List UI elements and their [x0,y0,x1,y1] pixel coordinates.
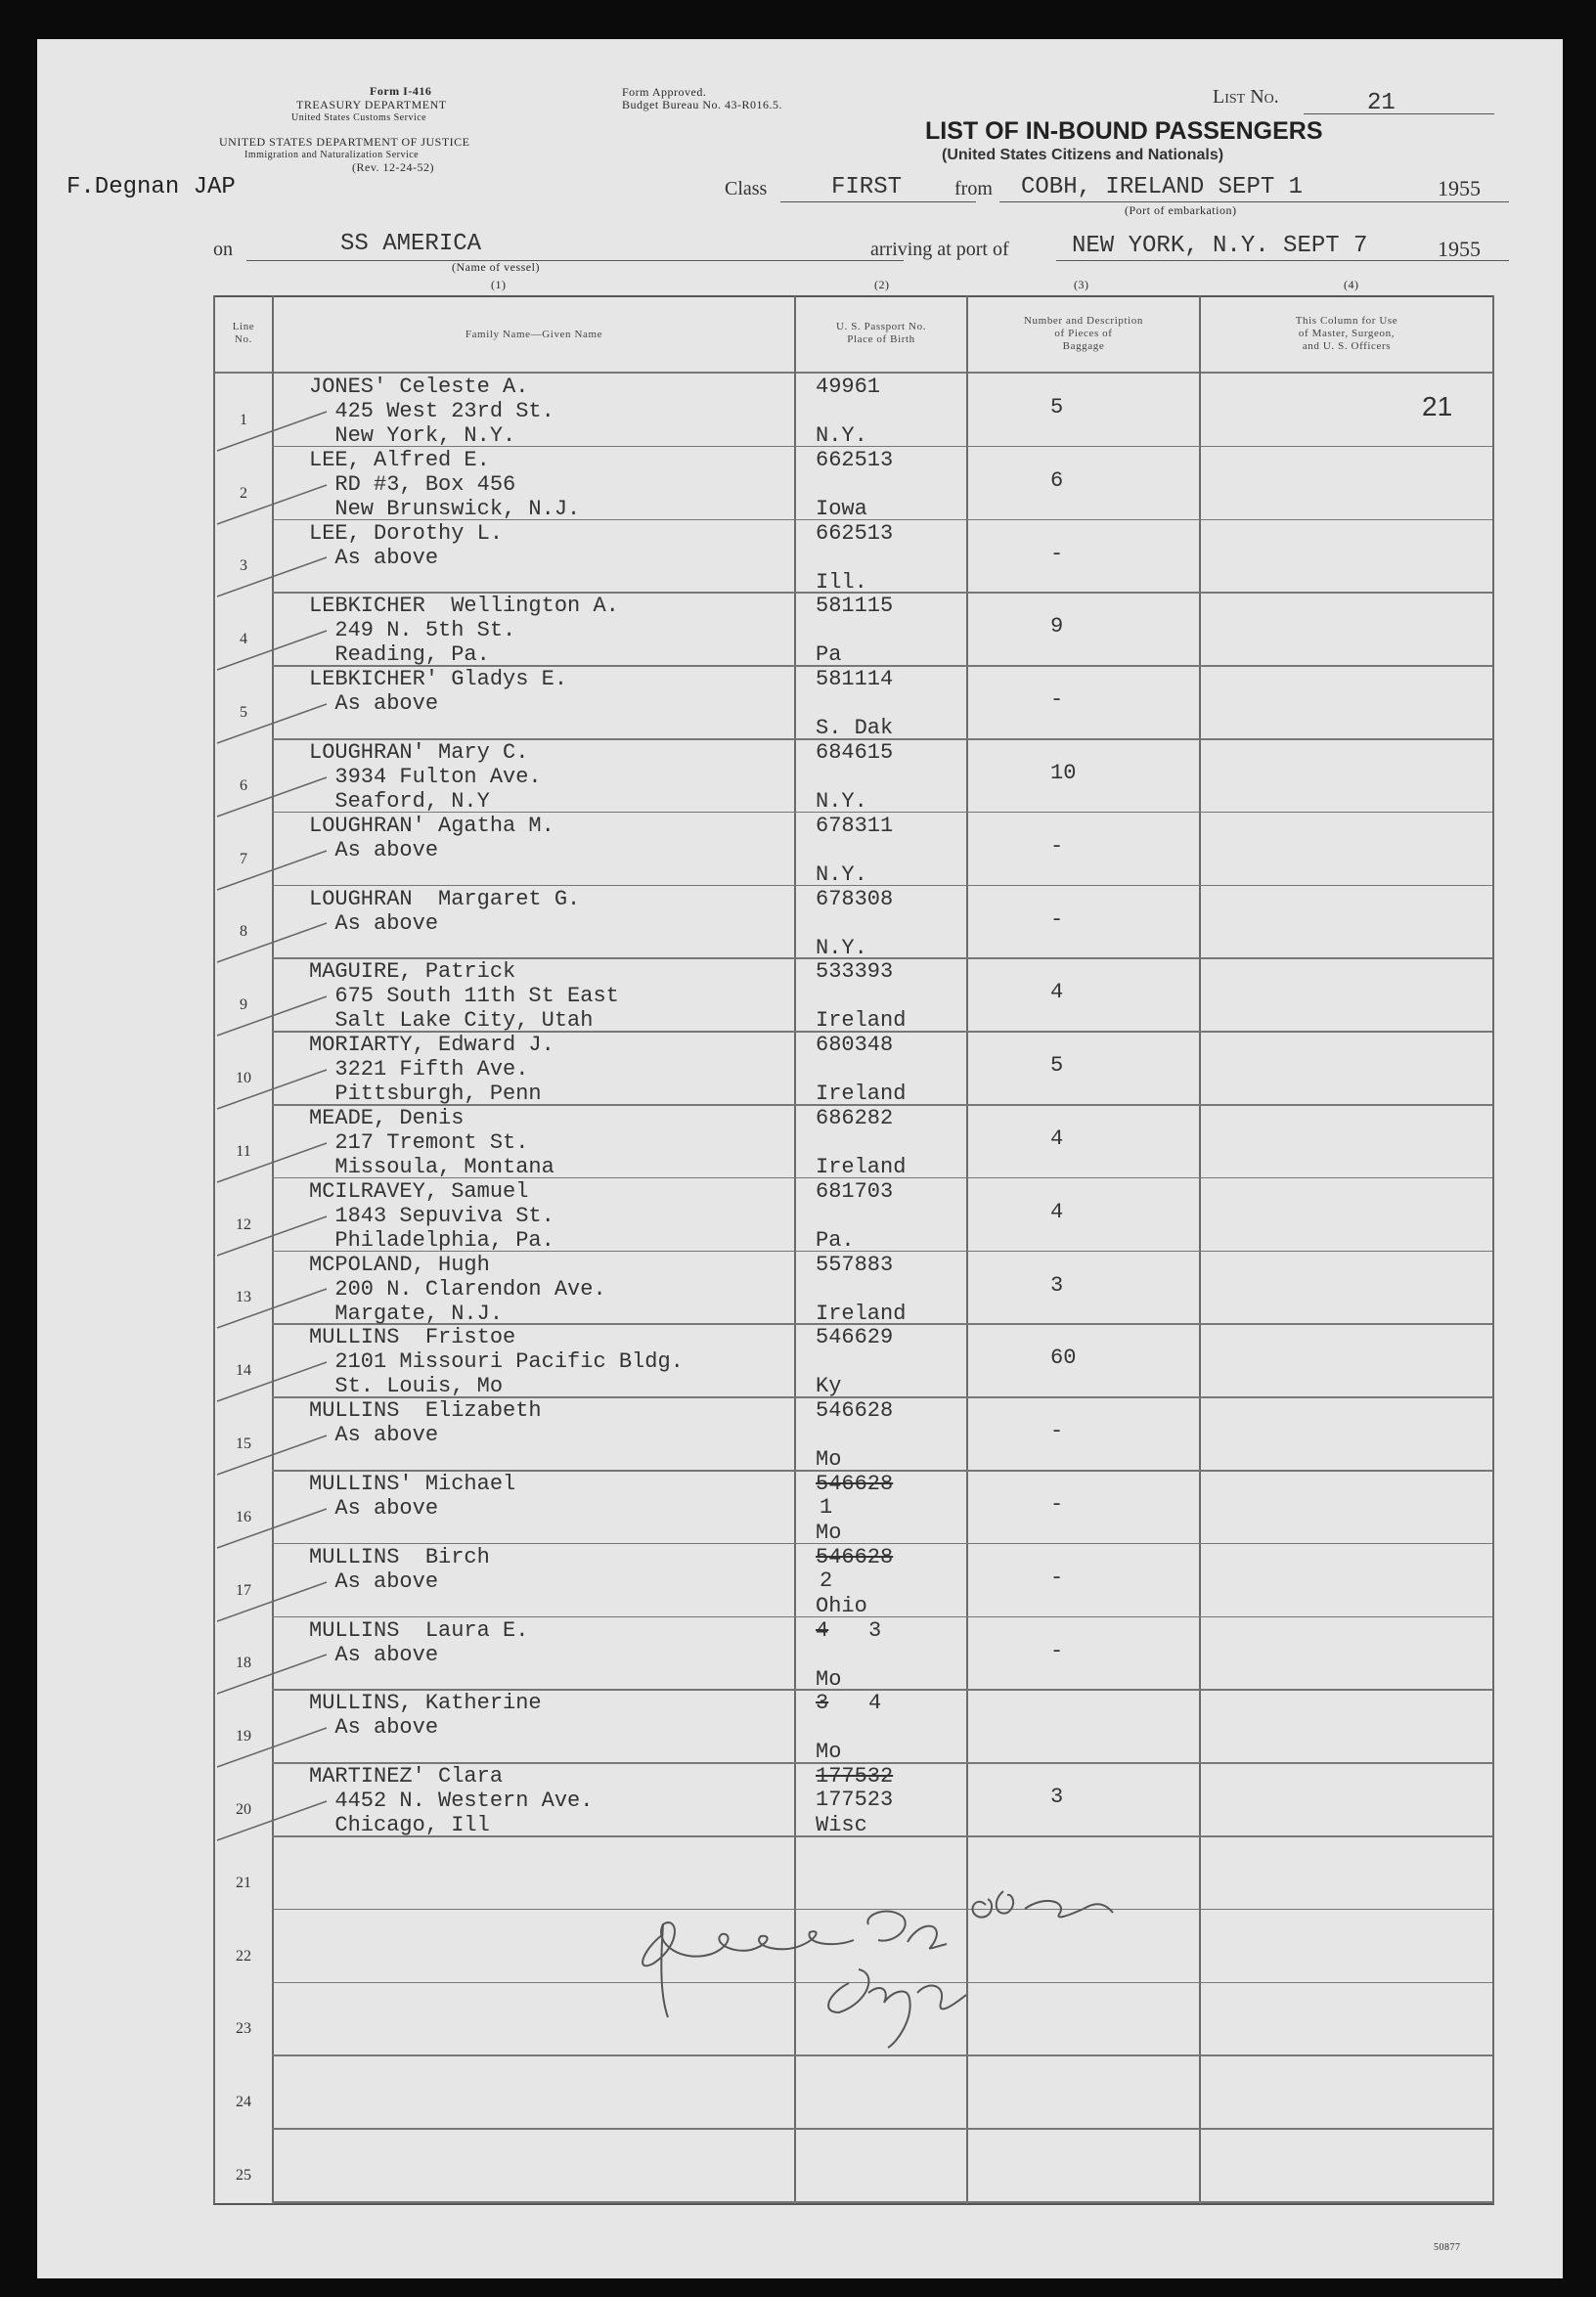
on-label: on [213,239,233,260]
passenger-name: MORIARTY, Edward J. [309,1033,554,1058]
line-number: 17 [236,1581,251,1599]
passenger-address: 2101 Missouri Pacific Bldg. [309,1349,684,1375]
baggage-count: - [1050,833,1064,859]
passport-correction: 177523 [816,1788,894,1813]
place-of-birth: N.Y. [816,935,867,960]
passport-correction: 2 [820,1568,833,1593]
revision-date: (Rev. 12-24-52) [352,160,435,174]
passenger-address: As above [309,1423,439,1448]
place-of-birth: Mo [816,1447,842,1473]
officer-note: 21 [1422,391,1453,421]
passport-number: 686282 [816,1106,894,1130]
place-of-birth: N.Y. [816,789,867,814]
arrival-port: NEW YORK, N.Y. SEPT 7 [1072,233,1368,259]
passenger-address: 4452 N. Western Ave. [309,1789,594,1814]
passenger-address: 217 Tremont St. [309,1130,529,1155]
col-num-2: (2) [874,278,890,291]
place-of-birth: Ky [816,1374,842,1399]
place-of-birth: S. Dak [816,716,894,741]
place-of-birth: Ireland [816,1155,907,1179]
class-underline [780,201,976,202]
line-number: 12 [236,1215,251,1233]
passenger-address: New Brunswick, N.J. [309,496,581,521]
passport-number: 678308 [816,886,894,911]
line-number: 11 [236,1142,251,1160]
header-officers: This Column for Use of Master, Surgeon, and U. S. Officers [1295,315,1398,352]
passenger-address: RD #3, Box 456 [309,471,516,497]
passport-number: 581114 [816,667,894,692]
passport-number: 681703 [816,1178,894,1204]
passport-number: 177532 [816,1764,894,1789]
passenger-address: Philadelphia, Pa. [309,1227,554,1253]
baggage-count: 9 [1050,614,1064,640]
passport-number: 3 [816,1691,829,1716]
baggage-count: 3 [1050,1272,1064,1298]
arrival-underline [1056,260,1449,261]
passport-number: 662513 [816,520,894,546]
from-label: from [954,178,993,199]
row-divider [272,2201,1492,2203]
passport-number: 4 [816,1617,829,1643]
passenger-name: MULLINS Laura E. [309,1617,529,1643]
passenger-address: Chicago, Ill [309,1813,490,1838]
line-number: 23 [236,2020,251,2038]
customs-service: United States Customs Service [291,112,427,123]
passport-number: 49961 [816,375,881,399]
line-number: 5 [240,704,247,721]
budget-bureau: Budget Bureau No. 43-R016.5. [622,98,782,111]
line-number: 4 [240,631,247,648]
passenger-name: LEBKICHER' Gladys E. [309,667,568,692]
line-number: 22 [236,1947,251,1965]
baggage-count: - [1050,1565,1064,1590]
treasury-department: TREASURY DEPARTMENT [296,98,447,111]
passenger-name: MULLINS Birch [309,1544,490,1569]
baggage-count: 5 [1050,395,1064,420]
passenger-name: MEADE, Denis [309,1106,465,1130]
table-bottom-border [213,2203,1494,2205]
line-number: 3 [240,557,247,575]
passenger-address: 3221 Fifth Ave. [309,1057,529,1082]
place-of-birth: Ireland [816,1082,907,1107]
passenger-address: 675 South 11th St East [309,984,619,1009]
line-number: 9 [240,996,247,1014]
baggage-count: - [1050,906,1064,932]
passenger-address: As above [309,691,439,717]
form-subtitle: (United States Citizens and Nationals) [942,147,1224,163]
passenger-address: Seaford, N.Y [309,789,490,814]
baggage-count: - [1050,687,1064,713]
passport-number: 678311 [816,813,894,838]
passenger-address: As above [309,1568,439,1594]
passport-number: 684615 [816,740,894,765]
passenger-name: MCILRAVEY, Samuel [309,1178,529,1204]
col-divider-right [1492,295,1494,2204]
passenger-address: 425 West 23rd St. [309,399,554,423]
passenger-name: MULLINS' Michael [309,1472,516,1496]
passenger-address: As above [309,910,439,936]
baggage-count: - [1050,1419,1064,1444]
list-no-value: 21 [1367,90,1396,116]
arrival-year: 1955 [1438,237,1481,261]
place-of-birth: Mo [816,1521,842,1545]
line-number: 15 [236,1436,251,1452]
passenger-address: Margate, N.J. [309,1301,504,1326]
col-num-1: (1) [491,278,507,291]
vessel-note: (Name of vessel) [452,260,540,274]
baggage-count: 3 [1050,1785,1064,1810]
place-of-birth: Mo [816,1740,842,1765]
baggage-count: 60 [1050,1346,1077,1371]
form-approved: Form Approved. [622,85,707,99]
form-title: LIST OF IN-BOUND PASSENGERS [925,117,1323,145]
baggage-count: - [1050,1638,1064,1663]
place-of-birth: Pa [816,642,842,668]
passenger-name: JONES' Celeste A. [309,375,529,399]
footer-code: 50877 [1434,2242,1461,2253]
passenger-address: Pittsburgh, Penn [309,1082,542,1107]
passenger-address: As above [309,1496,439,1521]
year-underline [1436,201,1509,202]
passenger-address: 200 N. Clarendon Ave. [309,1276,606,1302]
place-of-birth: Ireland [816,1008,907,1034]
header-passport: U. S. Passport No. Place of Birth [835,321,927,345]
passport-correction: 4 [868,1691,882,1716]
arriving-label: arriving at port of [870,239,1009,260]
list-no-label: List No. [1213,86,1279,108]
place-of-birth: Mo [816,1666,842,1692]
passport-correction: 3 [868,1617,882,1643]
line-number: 10 [236,1070,251,1086]
place-of-birth: N.Y. [816,423,867,448]
place-of-birth: Ill. [816,569,867,595]
baggage-count: 6 [1050,467,1064,493]
officer-signature [624,1856,1328,2052]
baggage-count: 10 [1050,761,1077,785]
passenger-name: MULLINS Elizabeth [309,1398,542,1424]
passenger-address: Reading, Pa. [309,642,490,668]
passport-number: 546628 [816,1544,894,1569]
baggage-count: 4 [1050,1126,1064,1151]
year2-underline [1436,260,1509,261]
passenger-name: LOUGHRAN' Agatha M. [309,813,554,838]
line-number: 24 [236,2094,251,2111]
line-number: 18 [236,1655,251,1672]
passenger-address: St. Louis, Mo [309,1374,504,1399]
passenger-name: LEBKICHER Wellington A. [309,594,619,619]
passport-number: 581115 [816,594,894,619]
col-num-3: (3) [1074,278,1089,291]
form-sheet [37,39,1563,2278]
passenger-address: New York, N.Y. [309,423,516,448]
col-num-4: (4) [1344,278,1359,291]
line-number: 2 [240,484,247,502]
header-baggage: Number and Description of Pieces of Baggage [1024,315,1143,352]
passenger-name: LEE, Dorothy L. [309,520,504,546]
passenger-address: As above [309,837,439,862]
table-top-border [213,295,1494,297]
passenger-address: 249 N. 5th St. [309,618,516,643]
passenger-address: Missoula, Montana [309,1155,554,1179]
place-of-birth: Ireland [816,1301,907,1326]
line-number: 6 [240,776,247,794]
passenger-address: As above [309,1715,439,1741]
passenger-address: 1843 Sepuviva St. [309,1203,554,1228]
line-number: 8 [240,923,247,941]
immigration-service: Immigration and Naturalization Service [244,150,420,160]
table-head-border [213,372,1494,374]
list-no-underline [1304,113,1494,114]
line-number: 19 [236,1728,251,1745]
passport-number: 662513 [816,447,894,472]
baggage-count: 4 [1050,1199,1064,1224]
line-number: 16 [236,1508,251,1525]
passport-number: 546629 [816,1325,894,1350]
passport-number: 680348 [816,1033,894,1058]
passenger-address: As above [309,1642,439,1667]
officer-stamp: F.Degnan JAP [66,174,236,200]
passenger-name: LEE, Alfred E. [309,447,490,472]
baggage-count: 5 [1050,1053,1064,1079]
passport-number: 546628 [816,1398,894,1424]
passenger-address: As above [309,545,439,570]
justice-department: UNITED STATES DEPARTMENT OF JUSTICE [219,135,470,149]
passport-correction: 1 [820,1495,833,1520]
row-divider [272,2054,1492,2056]
class-value: FIRST [831,174,903,200]
passport-number: 546628 [816,1472,894,1496]
place-of-birth: Wisc [816,1813,867,1838]
line-number: 21 [236,1874,251,1891]
passenger-address: Salt Lake City, Utah [309,1008,594,1034]
line-number: 13 [236,1289,251,1306]
sailing-year: 1955 [1438,176,1481,200]
port-embarkation-note: (Port of embarkation) [1125,203,1237,217]
place-of-birth: N.Y. [816,861,867,887]
vessel-name: SS AMERICA [340,231,482,257]
passport-number: 557883 [816,1252,894,1277]
line-number: 14 [236,1362,251,1380]
place-of-birth: Pa. [816,1227,855,1253]
vessel-underline [246,260,904,261]
passenger-name: LOUGHRAN Margaret G. [309,886,581,911]
passenger-name: MAGUIRE, Patrick [309,959,516,985]
baggage-count: 4 [1050,980,1064,1005]
place-of-birth: Ohio [816,1593,867,1618]
passport-number: 533393 [816,959,894,985]
row-divider [272,2128,1492,2130]
passenger-address: 3934 Fulton Ave. [309,765,542,789]
line-number: 7 [240,850,247,867]
line-number: 25 [236,2167,251,2184]
line-number: 20 [236,1801,251,1818]
passenger-name: MULLINS Fristoe [309,1325,516,1350]
passenger-name: LOUGHRAN' Mary C. [309,740,529,765]
header-name: Family Name—Given Name [465,329,603,340]
line-number: 1 [240,411,247,428]
header-line-no: Line No. [232,321,255,345]
baggage-count: - [1050,1492,1064,1517]
embarkation-port: COBH, IRELAND SEPT 1 [1021,174,1304,200]
passenger-name: MARTINEZ' Clara [309,1764,504,1789]
class-label: Class [725,178,768,199]
from-underline [999,201,1459,202]
place-of-birth: Iowa [816,496,867,521]
passenger-name: MCPOLAND, Hugh [309,1252,490,1277]
form-number: Form I-416 [370,84,432,98]
passenger-name: MULLINS, Katherine [309,1691,542,1716]
baggage-count: - [1050,541,1064,566]
